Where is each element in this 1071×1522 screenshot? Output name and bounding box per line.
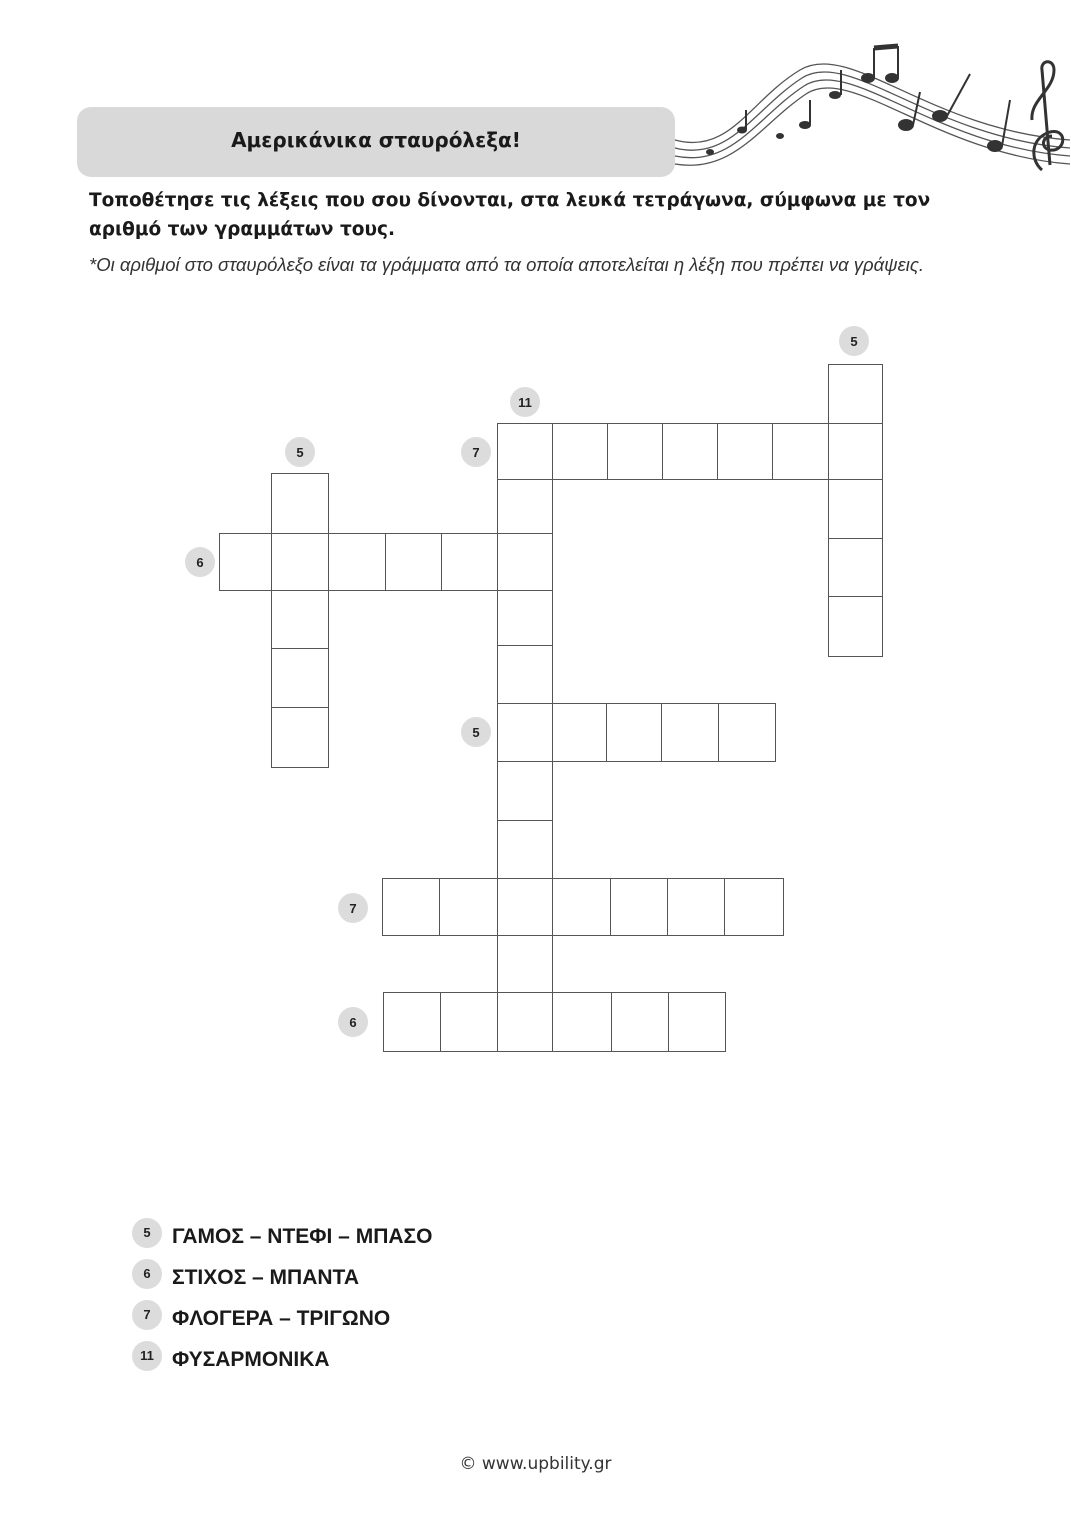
crossword-cell[interactable] <box>607 423 663 480</box>
clue-words: ΣΤΙΧΟΣ – ΜΠΑΝΤΑ <box>172 1265 359 1289</box>
crossword-cell[interactable] <box>828 596 883 657</box>
clue-number-badge: 6 <box>132 1259 162 1289</box>
crossword-cell[interactable] <box>497 423 553 480</box>
crossword-cell[interactable] <box>552 992 612 1052</box>
list-item <box>132 1339 432 1380</box>
list-item <box>132 1216 432 1257</box>
music-notes-decoration <box>670 40 1071 180</box>
crossword-cell[interactable] <box>828 423 883 480</box>
crossword-cell[interactable] <box>497 761 553 821</box>
word-length-badge: 7 <box>338 893 368 923</box>
crossword-cell[interactable] <box>383 992 441 1052</box>
word-length-badge: 5 <box>285 437 315 467</box>
crossword-cell[interactable] <box>497 992 553 1052</box>
crossword-cell[interactable] <box>606 703 663 762</box>
clue-words: ΦΥΣΑΡΜΟΝΙΚΑ <box>172 1347 330 1371</box>
crossword-cell[interactable] <box>661 703 719 762</box>
crossword-cell[interactable] <box>385 533 442 591</box>
crossword-cell[interactable] <box>271 590 329 649</box>
crossword-cell[interactable] <box>611 992 669 1052</box>
note-text: *Οι αριθμοί στο σταυρόλεξο είναι τα γράμματα από τα οποία αποτελείται η λέξη που πρέπει να γράψεις. <box>89 254 924 275</box>
crossword-cell[interactable] <box>828 364 883 424</box>
word-length-badge: 5 <box>461 717 491 747</box>
crossword-cell[interactable] <box>828 479 883 539</box>
crossword-cell[interactable] <box>610 878 668 936</box>
footer-copyright: © www.upbility.gr <box>459 1454 612 1474</box>
crossword-cell[interactable] <box>497 533 553 591</box>
title-banner <box>77 107 675 177</box>
crossword-cell[interactable] <box>271 473 329 534</box>
crossword-cell[interactable] <box>271 648 329 708</box>
clue-number-badge: 5 <box>132 1218 162 1248</box>
crossword-cell[interactable] <box>497 703 553 762</box>
crossword-cell[interactable] <box>440 992 498 1052</box>
crossword-cell[interactable] <box>662 423 718 480</box>
clue-number-badge: 7 <box>132 1300 162 1330</box>
crossword-cell[interactable] <box>271 533 329 591</box>
clue-words: ΦΛΟΓΕΡΑ – ΤΡΙΓΩΝΟ <box>172 1306 391 1330</box>
list-item <box>132 1298 432 1339</box>
list-item <box>132 1257 432 1298</box>
crossword-cell[interactable] <box>717 423 773 480</box>
word-list <box>132 1216 432 1380</box>
crossword-cell[interactable] <box>718 703 776 762</box>
instruction-text: Τοποθέτησε τις λέξεις που σου δίνονται, στα λευκά τετράγωνα, σύμφωνα με τον αριθμό των γραμμάτων τους. <box>89 190 931 240</box>
clue-words: ΓΑΜΟΣ – ΝΤΕΦΙ – ΜΠΑΣΟ <box>172 1224 433 1248</box>
crossword-cell[interactable] <box>552 878 611 936</box>
crossword-cell[interactable] <box>724 878 784 936</box>
crossword-cell[interactable] <box>497 878 553 936</box>
crossword-cell[interactable] <box>497 479 553 535</box>
word-length-badge: 5 <box>839 326 869 356</box>
crossword-cell[interactable] <box>271 707 329 768</box>
crossword-cell[interactable] <box>667 878 725 936</box>
page-title: Αμερικάνικα σταυρόλεξα! <box>231 128 521 152</box>
crossword-cell[interactable] <box>497 590 553 646</box>
crossword-cell[interactable] <box>439 878 498 936</box>
crossword-cell[interactable] <box>552 703 608 762</box>
word-length-badge: 11 <box>510 387 540 417</box>
crossword-cell[interactable] <box>497 935 553 993</box>
crossword-cell[interactable] <box>328 533 386 591</box>
word-length-badge: 6 <box>338 1007 368 1037</box>
crossword-cell[interactable] <box>552 423 608 480</box>
crossword-cell[interactable] <box>668 992 726 1052</box>
crossword-cell[interactable] <box>441 533 498 591</box>
clue-number-badge: 11 <box>132 1341 162 1371</box>
crossword-cell[interactable] <box>382 878 440 936</box>
crossword-cell[interactable] <box>497 645 553 704</box>
crossword-cell[interactable] <box>828 538 883 597</box>
word-length-badge: 7 <box>461 437 491 467</box>
crossword-cell[interactable] <box>772 423 829 480</box>
word-length-badge: 6 <box>185 547 215 577</box>
crossword-cell[interactable] <box>219 533 272 591</box>
crossword-cell[interactable] <box>497 820 553 879</box>
